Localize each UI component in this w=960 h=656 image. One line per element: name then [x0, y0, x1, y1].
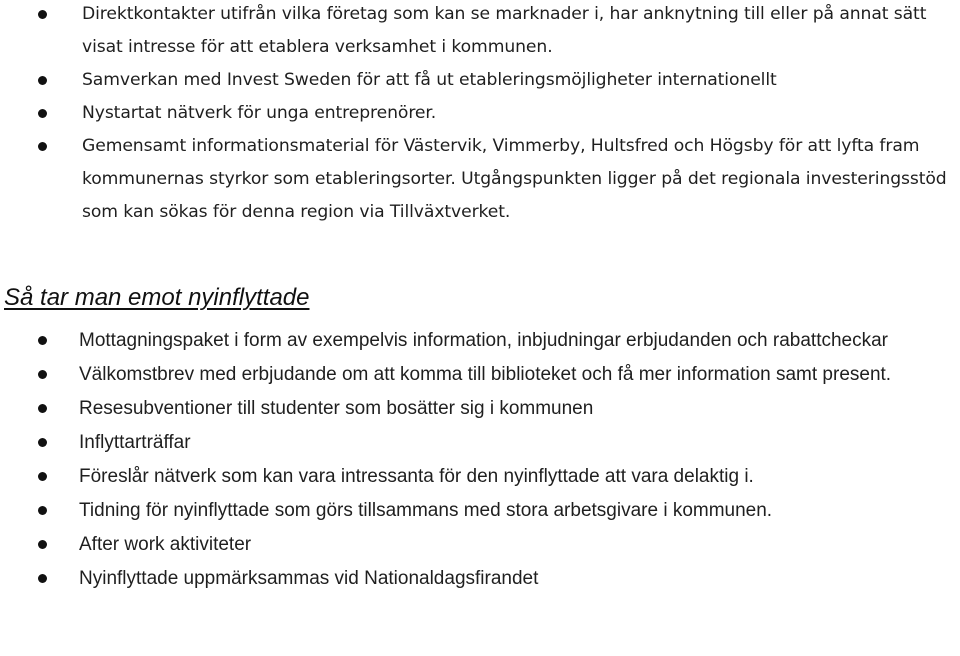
list-item-text: Nystartat nätverk för unga entreprenörer. — [82, 103, 437, 123]
newcomer-bullet-list — [0, 324, 960, 596]
list-item — [0, 64, 960, 97]
bullet-icon — [38, 142, 47, 151]
list-item — [0, 392, 960, 426]
list-item-text: Samverkan med Invest Sweden för att få ut etableringsmöjligheter internationellt — [82, 70, 777, 90]
list-item — [0, 562, 960, 596]
list-item — [0, 97, 960, 130]
list-item-text: Nyinflyttade uppmärksammas vid Nationaldagsfirandet — [79, 568, 539, 589]
list-item — [0, 426, 960, 460]
list-item-text: Resesubventioner till studenter som bosätter sig i kommunen — [79, 398, 594, 419]
list-item-text: After work aktiviteter — [79, 534, 252, 555]
list-item — [0, 0, 960, 64]
list-item — [0, 130, 960, 229]
list-item — [0, 324, 960, 358]
list-item-text: Direktkontakter utifrån vilka företag som kan se marknader i, har anknytning till eller på annat sätt visat intresse för att etablera verksamhet i kommunen. — [82, 4, 927, 57]
list-item-text: Gemensamt informationsmaterial för Västervik, Vimmerby, Hultsfred och Högsby för att lyfta fram kommunernas styrkor som etableringsorter. Utgångspunkten ligger på det regionala investeringsstöd som kan sökas för denna region via Tillväxtverket. — [82, 136, 947, 222]
bullet-icon — [38, 574, 47, 583]
bullet-icon — [38, 540, 47, 549]
list-item-text: Mottagningspaket i form av exempelvis information, inbjudningar erbjudanden och rabattcheckar — [79, 330, 889, 351]
bullet-icon — [38, 336, 47, 345]
bullet-icon — [38, 370, 47, 379]
list-item — [0, 460, 960, 494]
establishment-bullet-list — [0, 0, 960, 229]
list-item — [0, 494, 960, 528]
list-item-text: Inflyttarträffar — [79, 432, 191, 453]
bullet-icon — [38, 438, 47, 447]
section-heading: Så tar man emot nyinflyttade — [4, 284, 310, 311]
list-item — [0, 528, 960, 562]
bullet-icon — [38, 76, 47, 85]
list-item-text: Välkomstbrev med erbjudande om att komma till biblioteket och få mer information samt present. — [79, 364, 892, 385]
bullet-icon — [38, 472, 47, 481]
list-item — [0, 358, 960, 392]
bullet-icon — [38, 10, 47, 19]
list-item-text: Tidning för nyinflyttade som görs tillsammans med stora arbetsgivare i kommunen. — [79, 500, 773, 521]
bullet-icon — [38, 109, 47, 118]
bullet-icon — [38, 506, 47, 515]
list-item-text: Föreslår nätverk som kan vara intressanta för den nyinflyttade att vara delaktig i. — [79, 466, 754, 487]
bullet-icon — [38, 404, 47, 413]
